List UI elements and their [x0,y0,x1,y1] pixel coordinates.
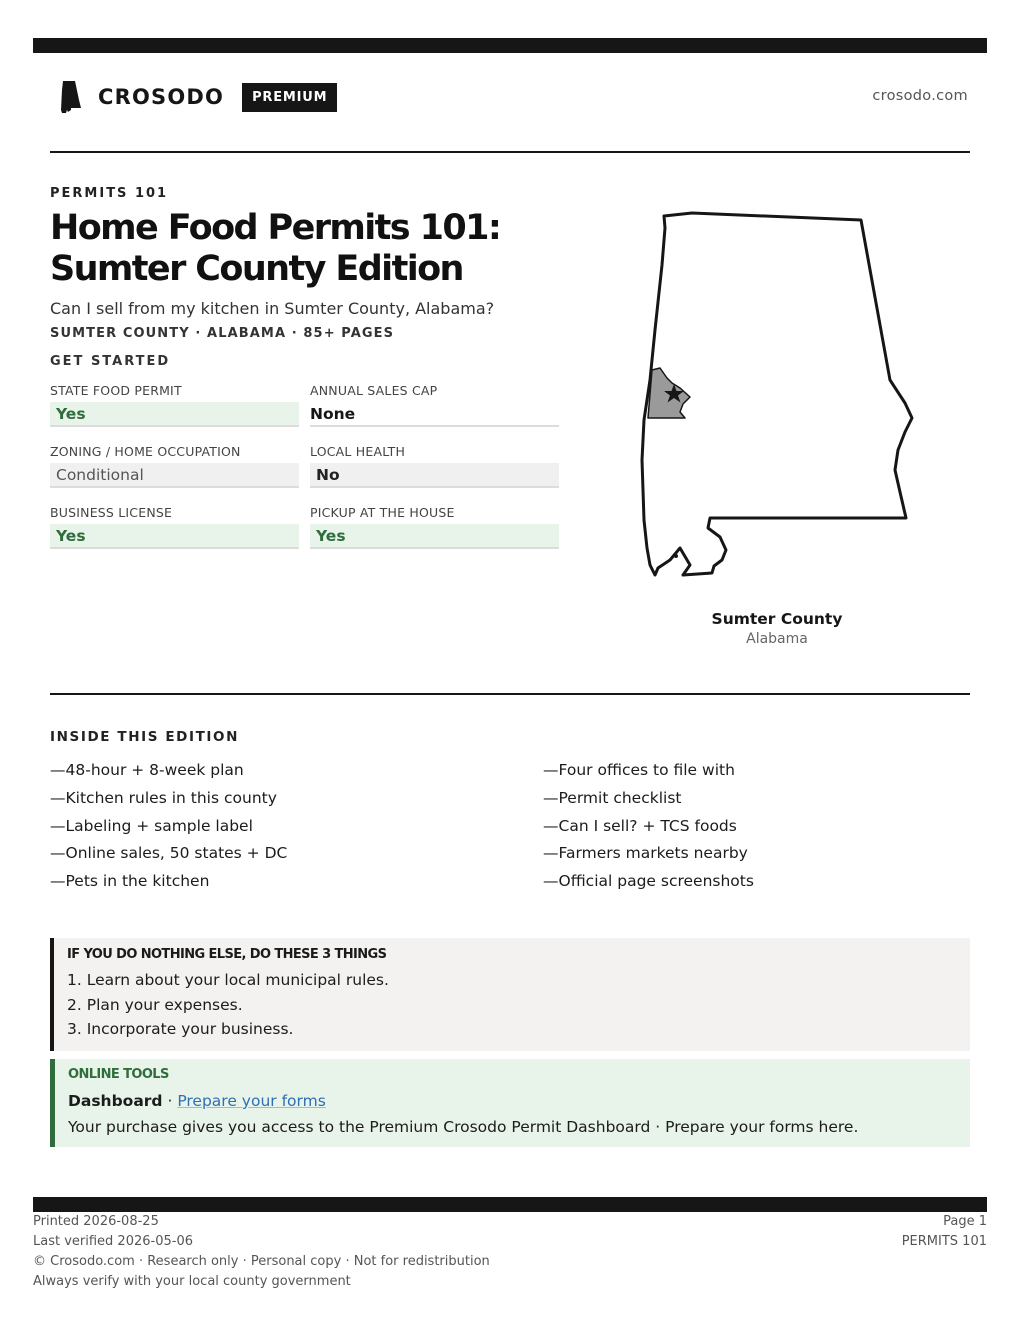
list-item: —Four offices to file with [543,761,735,779]
verified-date: Last verified 2026-05-06 [33,1234,193,1249]
list-item: —Official page screenshots [543,872,754,891]
list-item: 3. Incorporate your business. [67,1020,294,1038]
page-title: Home Food Permits 101: Sumter County Edition [50,208,501,289]
list-item: 1. Learn about your local municipal rules. [67,971,389,989]
footer-right [902,1212,987,1252]
bottom-rule-bar [33,1197,987,1212]
fact-value: Yes [310,524,559,549]
inside-edition-heading: INSIDE THIS EDITION [50,729,240,745]
section-divider [50,693,970,695]
list-item: —Can I sell? + TCS foods [543,816,737,835]
online-tools-callout [50,1059,970,1147]
list-item: —Online sales, 50 states + DC [50,844,288,863]
list-item: —Kitchen rules in this county [50,788,277,807]
contents-list-right [543,757,754,896]
tools-dashboard-line [68,1089,970,1113]
footer-section: PERMITS 101 [901,1234,987,1249]
fact-value: Yes [50,524,299,549]
list-item: —Farmers markets nearby [543,844,748,863]
section-kicker: PERMITS 101 [50,186,169,201]
list-item: —Permit checklist [543,788,682,807]
alabama-map-icon [630,205,930,590]
fact-local-health [310,443,559,504]
footer-left [33,1212,490,1292]
prepare-forms-link[interactable]: Prepare your forms [177,1092,326,1110]
fact-annual-sales-cap [310,382,559,443]
callout-title: IF YOU DO NOTHING ELSE, DO THESE 3 THINGS [67,947,387,962]
fact-label: PICKUP AT THE HOUSE [310,505,455,520]
brand-name: CROSODO [98,85,225,109]
fact-value: None [310,402,559,427]
list-item: —Labeling + sample label [50,816,253,835]
verify-note: Always verify with your local county government [33,1274,351,1289]
list-item: —48-hour + 8-week plan [50,761,244,779]
fact-label: ZONING / HOME OCCUPATION [50,444,241,459]
fact-label: STATE FOOD PERMIT [50,383,182,398]
map-caption [677,609,877,649]
callout-title: ONLINE TOOLS [68,1067,169,1082]
get-started-heading: GET STARTED [50,354,171,369]
fact-label: ANNUAL SALES CAP [310,383,438,398]
fact-business-license [50,504,299,565]
permit-facts-grid [50,382,559,565]
fact-value: Conditional [50,463,299,488]
dashboard-label: Dashboard [68,1092,163,1110]
fact-zoning-home-occupation [50,443,299,504]
separator: · [162,1092,178,1110]
brand[interactable] [60,80,337,114]
site-url[interactable]: crosodo.com [872,88,968,104]
three-things-callout [50,938,970,1051]
contents-list-left [50,757,287,896]
coastal-point [674,554,678,558]
edition-meta: SUMTER COUNTY · ALABAMA · 85+ PAGES [50,326,395,341]
header-divider [50,151,970,153]
copyright-notice: © Crosodo.com · Research only · Personal copy · Not for redistribution [33,1254,490,1269]
page-number: Page 1 [943,1214,987,1229]
three-things-list [67,968,970,1042]
printed-date: Printed 2026-08-25 [33,1214,159,1229]
fact-value: No [310,463,559,488]
map-county-name: Sumter County [711,610,843,628]
fact-label: LOCAL HEALTH [310,444,406,459]
list-item: 2. Plan your expenses. [67,995,243,1014]
fact-label: BUSINESS LICENSE [50,505,173,520]
alabama-logo-icon [60,80,82,114]
premium-badge: PREMIUM [242,83,337,112]
tools-description: Your purchase gives you access to the Premium Crosodo Permit Dashboard · Prepare your forms here. [68,1118,859,1136]
top-rule-bar [33,38,987,53]
map-state-name: Alabama [746,631,808,647]
fact-value: Yes [50,402,299,427]
fact-pickup-at-house [310,504,559,565]
state-map [630,205,930,590]
page-subtitle: Can I sell from my kitchen in Sumter County, Alabama? [50,299,495,318]
fact-state-food-permit [50,382,299,443]
list-item: —Pets in the kitchen [50,872,210,891]
